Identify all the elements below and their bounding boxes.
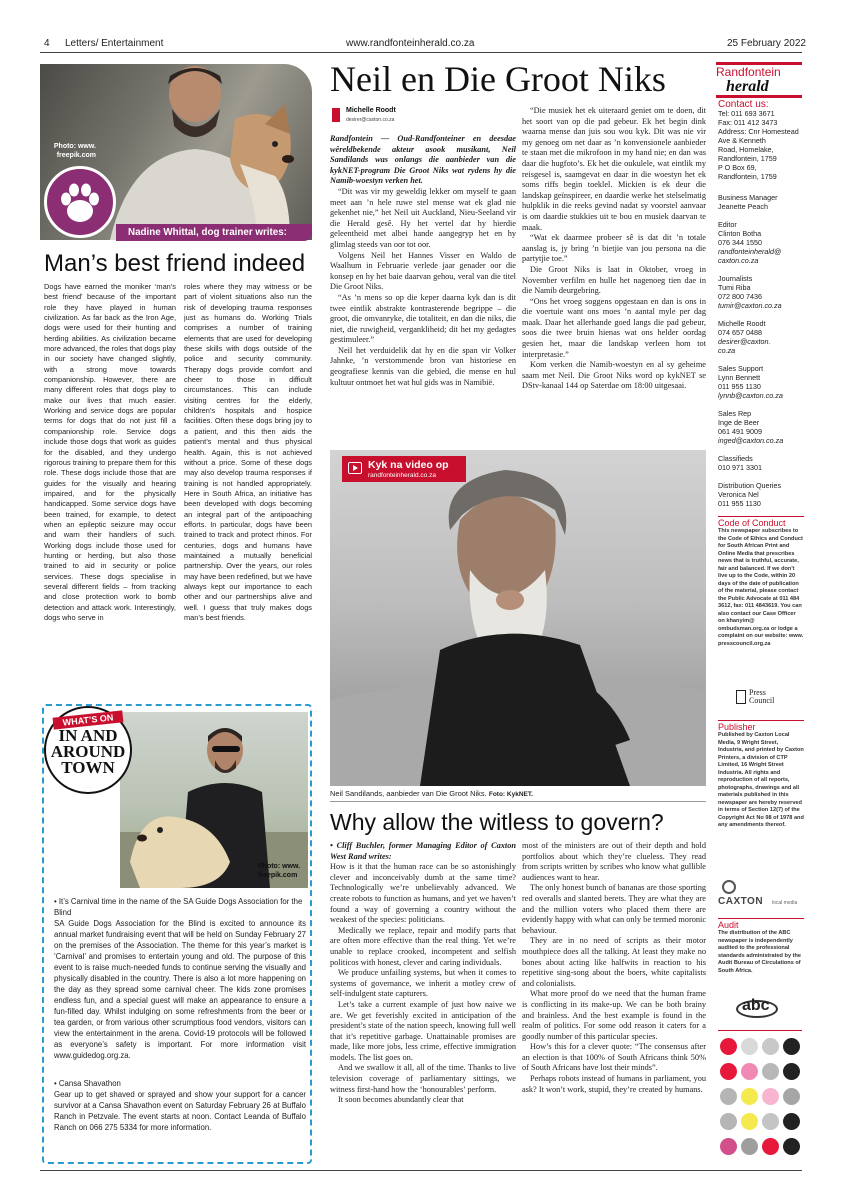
publisher-title: Publisher <box>718 720 804 732</box>
classifieds-block <box>718 454 804 472</box>
color-dot <box>720 1088 737 1105</box>
whats-on-item-2 <box>54 1078 306 1133</box>
neil-photo-caption <box>330 789 533 798</box>
color-dot <box>783 1063 800 1080</box>
color-dot <box>783 1138 800 1155</box>
audit-block <box>718 918 804 975</box>
caxton-icon <box>722 880 736 894</box>
classifieds-phone: 010 971 3301 <box>718 463 762 472</box>
section-label: Letters/ Entertainment <box>65 38 164 49</box>
whats-on-badge-banner: WHAT’S ON <box>53 710 124 729</box>
code-title: Code of Conduct <box>718 516 804 528</box>
journalist-phone: 072 800 7436 <box>718 292 762 301</box>
whats-on-item-2-text: Gear up to get shaved or sprayed and show your support for a cancer survivor at a Cansa Shavathon event on Saturday February 26 at Buffalo Ranch in Petzvale. The event starts at noon. Contact Leanda of Buffalo Ranch on 066 275 5334 for more information. <box>54 1090 306 1132</box>
govern-col1-p6: And we swallow it all, all of the time. Thanks to live television coverage of parliamentary sittings, we witness first-hand how the ‘honourables’ perform. <box>330 1063 516 1094</box>
distribution-label: Distribution Queries <box>718 481 782 490</box>
dog-headline: Man’s best friend indeed <box>44 250 306 277</box>
color-dot <box>783 1088 800 1105</box>
govern-article-col-2 <box>522 841 706 1163</box>
editor-email-2[interactable]: caxton.co.za <box>718 256 759 265</box>
classifieds-label: Classifieds <box>718 454 753 463</box>
business-manager-name: Jeanette Peach <box>718 202 768 211</box>
contact-line-8: Randfontein, 1759 <box>718 172 777 181</box>
neil-article-col-1 <box>330 134 516 446</box>
journalist-email[interactable]: tumir@caxton.co.za <box>718 301 782 310</box>
author-strip: Nadine Whittal, dog trainer writes: <box>116 224 312 241</box>
whats-on-item-1-title: • It’s Carnival time in the name of the SA Guide Dogs Association for the Blind <box>54 897 303 917</box>
govern-headline: Why allow the witless to govern? <box>330 809 664 835</box>
neil-col1-p1: Randfontein — Oud-Randfonteiner en deesdae wêreldbekende akteur asook musikant, Neil Sandilands was onlangs die aanbieder van die kykNET-program Die Groot Niks wat rydens hy die Namib-woestyn verken het. <box>330 134 516 186</box>
byline-email: desirer@caxton.co.za <box>346 117 395 123</box>
whats-on-photo-credit: Photo: www. freepik.com <box>258 863 301 879</box>
video-play-icon <box>348 462 362 474</box>
contact-line-6: Randfontein, 1759 <box>718 154 777 163</box>
whats-on-badge-line3: TOWN <box>61 758 115 777</box>
distribution-phone: 011 955 1130 <box>718 499 761 508</box>
editor-phone: 076 344 1550 <box>718 238 762 247</box>
color-dot <box>720 1038 737 1055</box>
whats-on-item-2-title: • Cansa Shavathon <box>54 1079 121 1088</box>
neil-col1-p4: “As ’n mens so op die keper daarna kyk dan is dit twee eintlik abstrakte kontrasterende begrippe – die groot, die omvanryke, die totaliteit, en dan die niks, die niet, die ruwigheid, vergankliheid; dit het my gedagtes gestimuleer.” <box>330 292 516 345</box>
caxton-text: CAXTON <box>718 896 764 907</box>
sales-rep-phone: 061 491 9009 <box>718 427 762 436</box>
header-rule <box>40 52 802 53</box>
govern-col2-p2: The only honest bunch of bananas are those sporting red overalls and slanted berets. They are what they are and the million voters who placed them there are evidently happy with what can only be termed moronic behaviour. <box>522 883 706 935</box>
neil-col2-p4: “Ons het vroeg soggens opgestaan en dan is ons in die voertuie want ons moes ’n aantal myle per dag maak. Daar het allerhande goed langs die pad gebeur, soos die twee bruin hienas wat ons helder oordag gesien het, maar die landskap verleen hom tot interpretasie.” <box>522 296 706 359</box>
govern-col2-p3: They are in no need of scripts as their motor mouthpiece does all the talking. At least they make no bones about acting like halfwits in reaction to his repetitive sing-song about the boers, white capitalists and colonialists. <box>522 936 706 988</box>
neil-col2-p1: “Die musiek het ek uiteraard geniet om te doen, dit het soort van op die pad gebeur. Ek het begin dink waarna mense dan juis sou wou kyk. Dit was nie vir my genoeg om net daar as ’n konvensionele aanbieder te staan met die mikrofoon in my hand nie; en dan was daar die hugfoto’s. Ek het die oukulele, wat eintlik my reisgesel is, saamgevat en daar in die woestyn het ek soms riffs begin toeklel. Mickien is ek deur die landskap geïnspireer, en daardie werke het stelselmatig hulpklik in die reeks gevind nadat sy voorstel aanvaar is om daardie stukkies uit te bou en musiek daarvan te maak. <box>522 106 706 232</box>
contact-line-1: Tel: 011 693 3671 <box>718 109 775 118</box>
footer-rule <box>40 1170 802 1171</box>
neil-sandilands-illustration <box>330 450 706 786</box>
business-manager-block <box>718 193 804 211</box>
editor-label: Editor <box>718 220 737 229</box>
dog-photo-credit: Photo: www. freepik.com <box>53 143 96 159</box>
michelle-phone: 074 657 0488 <box>718 328 762 337</box>
editor-name: Clinton Botha <box>718 229 762 238</box>
video-link-banner[interactable] <box>342 456 466 482</box>
editor-block <box>718 220 804 265</box>
issue-date: 25 February 2022 <box>727 38 806 49</box>
audit-title: Audit <box>718 918 804 930</box>
paw-icon <box>47 169 113 235</box>
color-dot <box>762 1063 779 1080</box>
journalists-label: Journalists <box>718 274 753 283</box>
govern-col2-p6: Perhaps robots instead of humans in parliament, you ask? It won’t work, stupid, they’re created by humans. <box>522 1074 706 1094</box>
press-council-icon <box>736 690 746 704</box>
sidebar-contact <box>718 100 804 508</box>
publisher-block <box>718 720 804 830</box>
color-dot <box>762 1088 779 1105</box>
whats-on-badge-line2: AROUND <box>50 742 126 761</box>
color-dot <box>762 1113 779 1130</box>
sales-support-name: Lynn Bennett <box>718 373 761 382</box>
neil-caption-text: Neil Sandilands, aanbieder van Die Groot Niks. <box>330 789 487 798</box>
sales-support-email[interactable]: lynnb@caxton.co.za <box>718 391 783 400</box>
color-dot <box>783 1113 800 1130</box>
caxton-sub: local media <box>772 900 798 906</box>
govern-col1-p7: It soon becomes abundantly clear that <box>338 1095 464 1105</box>
color-dot <box>762 1138 779 1155</box>
neil-col2-p2: “Wat ek daarmee probeer sê is dat dit ’n totale aanslag is, jy bring ’n bietjie van jou persona na die partytjie toe.” <box>522 233 706 264</box>
distribution-name: Veronica Nel <box>718 490 759 499</box>
color-dot <box>762 1038 779 1055</box>
color-dot <box>720 1138 737 1155</box>
publisher-text: Published by Caxton Local Media, 9 Wright Street, Industria, and printed by Caxton Printers, a division of CTP Limited, 16 Wright Street Industria. All rights and reproduction of all reports, photographs, drawings and all materials published in this newspaper are hereby reserved in terms of Section 12(7) of the Copyright Act No 98 of 1978 and any amendments thereof. <box>718 732 804 828</box>
neil-col2-p3: Die Groot Niks is laat in Oktober, vroeg in November verfilm en hulle het nagenoeg tien dae in die Namib deurgebring. <box>522 264 706 296</box>
michelle-email-1[interactable]: desirer@caxton. <box>718 337 771 346</box>
neil-caption-credit: Foto: KykNET. <box>488 791 533 798</box>
color-register-dots <box>718 1036 802 1162</box>
color-dot <box>741 1138 758 1155</box>
video-label: Kyk na video op <box>368 459 449 471</box>
neil-headline: Neil en Die Groot Niks <box>330 59 666 99</box>
journalists-block <box>718 274 804 310</box>
contact-line-7: P O Box 69, <box>718 163 757 172</box>
govern-col1-p3: Medically we replace, repair and modify parts that are often more effective than the real thing. Yet we’re unable to replace crooked, incompetent and selfish politicos with honest, clever and caring individuals. <box>330 925 516 967</box>
journalist-name: Tumi Riba <box>718 283 751 292</box>
masthead-top: Randfontein <box>716 65 781 79</box>
caption-rule <box>330 801 706 802</box>
dots-rule <box>718 1030 802 1031</box>
neil-photo <box>330 450 706 786</box>
govern-col2-p1: most of the ministers are out of their depth and hold portfolios about which they’re clueless. They read from scripts written by scribes who know what gullible audiences want to hear. <box>522 841 706 882</box>
press-council-logo <box>736 688 790 708</box>
michelle-name: Michelle Roodt <box>718 319 766 328</box>
neil-col1-p5: Neil het verduidelik dat hy en die span vir Volker Jahnke, ’n verstommende bron van historiese en geografiese kennis van die gebied, die mense en hul kultuur ontmoet het wat hul gids was in Namibië. <box>330 345 516 387</box>
color-dot <box>741 1113 758 1130</box>
distribution-block <box>718 481 804 508</box>
dog-article-col-1: Dogs have earned the moniker ‘man’s best friend’ because of the important role they have played in human civilization. As far back as the Iron Age, dogs were used for their hunting and herding abilities. As civilization became more advanced, the roles that dogs play in our society have changed slightly, with a strong move towards companionship. However, there are many different roles that dogs play to make our lives that much easier. Working and service dogs are popular terms for dogs that do not just fill a companionship role. Service dogs include those dogs that work as guides for the disabled, and they undergo rigorous training to prepare them for this role. These dogs include those that are guides for the visually and hearing impaired, and for the physically handicapped. Some service dogs have been trained, for example, to detect when an epileptic seizure may occur and warn their handlers of such. Working dogs include those used for hunting or herding, but also those trained to aid in security or police services. These dogs specialise in several different fields – from tracking and close protection work to bomb detection and attack work. Interestingly, dogs who serve in <box>44 282 176 622</box>
whats-on-badge-line1: IN AND <box>58 726 118 745</box>
sales-rep-email[interactable]: inged@caxton.co.za <box>718 436 784 445</box>
govern-col1-p2: How is it that the human race can be so astonishingly clever and inconceivably dumb at the same time? Technologically we’re unbelievably advanced. We create robots to function as humans, and yet we haven’t found a way of governing a country without the weakest of the species: politicians. <box>330 862 516 925</box>
masthead-bottom: herald <box>726 78 769 95</box>
contact-title: Contact us: <box>718 99 769 110</box>
whats-on-item-1 <box>54 896 306 1061</box>
sales-rep-name: Inge de Beer <box>718 418 760 427</box>
color-dot <box>741 1063 758 1080</box>
sales-rep-label: Sales Rep <box>718 409 752 418</box>
editor-email-1[interactable]: randfonteinherald@ <box>718 247 782 256</box>
govern-article-col-1 <box>330 841 516 1163</box>
press-council-text: Press Council <box>749 688 775 705</box>
website-link[interactable]: www.randfonteinherald.co.za <box>346 38 475 49</box>
neil-col2-p5: Kom verken die Namib-woestyn en al sy geheime saam met Neil. Die Groot Niks word op kykNET se DStv-kanaal 144 op Saterdae om 18:00 uitgesaai. <box>522 360 706 391</box>
code-of-conduct <box>718 516 804 648</box>
contact-line-5: Road, Homelake, <box>718 145 774 154</box>
whats-on-item-1-text: SA Guide Dogs Association for the Blind is excited to announce its annual market fundraising event that will be held on Sunday February 27 on the premises of the Association. The theme for this year’s market is ‘Carnival’ and promises to entertain young and old. The purpose of this event to is raise much-needed funds to continue serving the visually and physically disabled in the country. There is also a lot more happening on the day as they spread some carnival cheer. The kids zone promises endless fun, and a special guest will make an appearance to ensure a fun-filled day. Whilst indulging on some refreshments from the beer or tea garden, or from various other scrumptious food vendors, visitors can view the entertainment in the arena. Covid-19 protocols will be followed as everyone’s safety is important. For more information visit www.guidedog.org.za. <box>54 919 306 1060</box>
video-url: randfonteinherald.co.za <box>368 472 436 479</box>
neil-col1-p3: Volgens Neil het Hannes Visser en Waldo de Waalhum in Februarie verlede jaar genader oor die konsep en hy het baie daarvan gehou, veral van die titel Die Groot Niks. <box>330 250 516 292</box>
govern-col2-p4: What more proof do we need that the human frame is conflicting in its make-up. We can be both brainy and brainless. And the best example is found in the realm of politics. For some odd reason it caters for a goodly number of this particular species. <box>522 989 706 1041</box>
color-dot <box>783 1038 800 1055</box>
whats-on-badge <box>44 706 132 794</box>
contact-line-2: Fax: 011 412 3473 <box>718 118 778 127</box>
masthead-logo <box>716 62 802 98</box>
business-manager-label: Business Manager <box>718 193 778 202</box>
dog-article-col-2: roles where they may witness or be part of violent situations also run the risk of developing trauma responses just as humans do. Working Trials comprises a number of training elements that are used for developing these skills with dogs outside of the police and security community. Therapy dogs provide comfort and cheer to those in difficult circumstances. This can include visiting centres for the elderly, children’s hospitals and hospice facilities. Often these dogs bring joy to a patient, and this then aids the patient’s mental and thus physical health. Again, this is not achieved without a price. Some of these dogs may also develop trauma responses if training is not handled appropriately. Here in South Africa, an initiative has been developed with dogs becoming an integral part of the antipoaching efforts. In particular, dogs have been trained to track and protect rhinos. For centuries, dogs and humans have maintained a mutually beneficial partnership. Over the years, our roles may have been redefined, but we have always kept our importance to each other and our partnerships alive and well. I guess that truly makes dogs man’s best friends. <box>184 282 312 622</box>
sales-support-label: Sales Support <box>718 364 764 373</box>
color-dot <box>741 1038 758 1055</box>
contact-line-3: Address: Cnr Homestead <box>718 127 799 136</box>
color-dot <box>741 1088 758 1105</box>
sales-rep-block <box>718 409 804 445</box>
code-text: This newspaper subscribes to the Code of Ethics and Conduct for South African Print and Online Media that prescribes news that is truthful, accurate, fair and balanced. If we don't live up to the Code, within 20 days of the date of publication of the material, please contact the Public Advocate at 011 484 3612, fax: 011 4843619. You can also contact our Case Officer on khanyim@ ombudsman.org.za or lodge a complaint on our website: www. presscouncil.org.za <box>718 528 804 647</box>
whats-on-photo <box>120 712 308 888</box>
govern-col1-p1: • Cliff Buchler, former Managing Editor of Caxton West Rand writes: <box>330 841 516 861</box>
contact-line-4: Ave & Kenneth <box>718 136 766 145</box>
abc-logo <box>736 994 780 1020</box>
color-dot <box>720 1063 737 1080</box>
byline-marker <box>332 108 340 122</box>
audit-text: The distribution of the ABC newspaper is independently audited to the professional standards administrated by the Audit Bureau of Circulations of South Africa. <box>718 930 801 974</box>
neil-col1-p2: “Dit was vir my geweldig lekker om myself te gaan meet aan ’n hele ruwe stel mense wat ek glad nie gekenhet nie,” het Neil uit Auckland, Nieu-Seeland vir die Herald gesê. Hy het vertel dat hy hierdie geleentheid met albei hande aangegryp het en hy glimlag steeds van oor tot oor. <box>330 186 516 249</box>
govern-col1-p5: Let’s take a current example of just how naive we are. We get feverishly excited in anticipation of the president’s state of the nation speech, knowing full well that it’s repetitive garbage. Unattainable promises are made, like more jobs, less crime, effective immigration models. The list goes on. <box>330 999 516 1062</box>
michelle-block <box>718 319 804 355</box>
color-dot <box>720 1113 737 1130</box>
byline-name: Michelle Roodt <box>346 107 396 114</box>
paw-badge <box>44 166 116 238</box>
govern-col2-p5: How’s this for a clever quote: “The consensus after an election is that 100% of South Africans think 50% of South Africans have lost their minds”. <box>522 1042 706 1073</box>
page-number: 4 <box>44 38 50 49</box>
sales-support-phone: 011 955 1130 <box>718 382 761 391</box>
neil-article-col-2 <box>522 106 706 446</box>
govern-col1-p4: We produce unfailing systems, but when it comes to systems of governance, we inherit a motley crew of self-indulgent state capturers. <box>330 968 516 999</box>
michelle-email-2[interactable]: co.za <box>718 346 736 355</box>
abc-text: abc <box>742 997 770 1014</box>
caxton-logo <box>718 880 804 910</box>
sales-support-block <box>718 364 804 400</box>
